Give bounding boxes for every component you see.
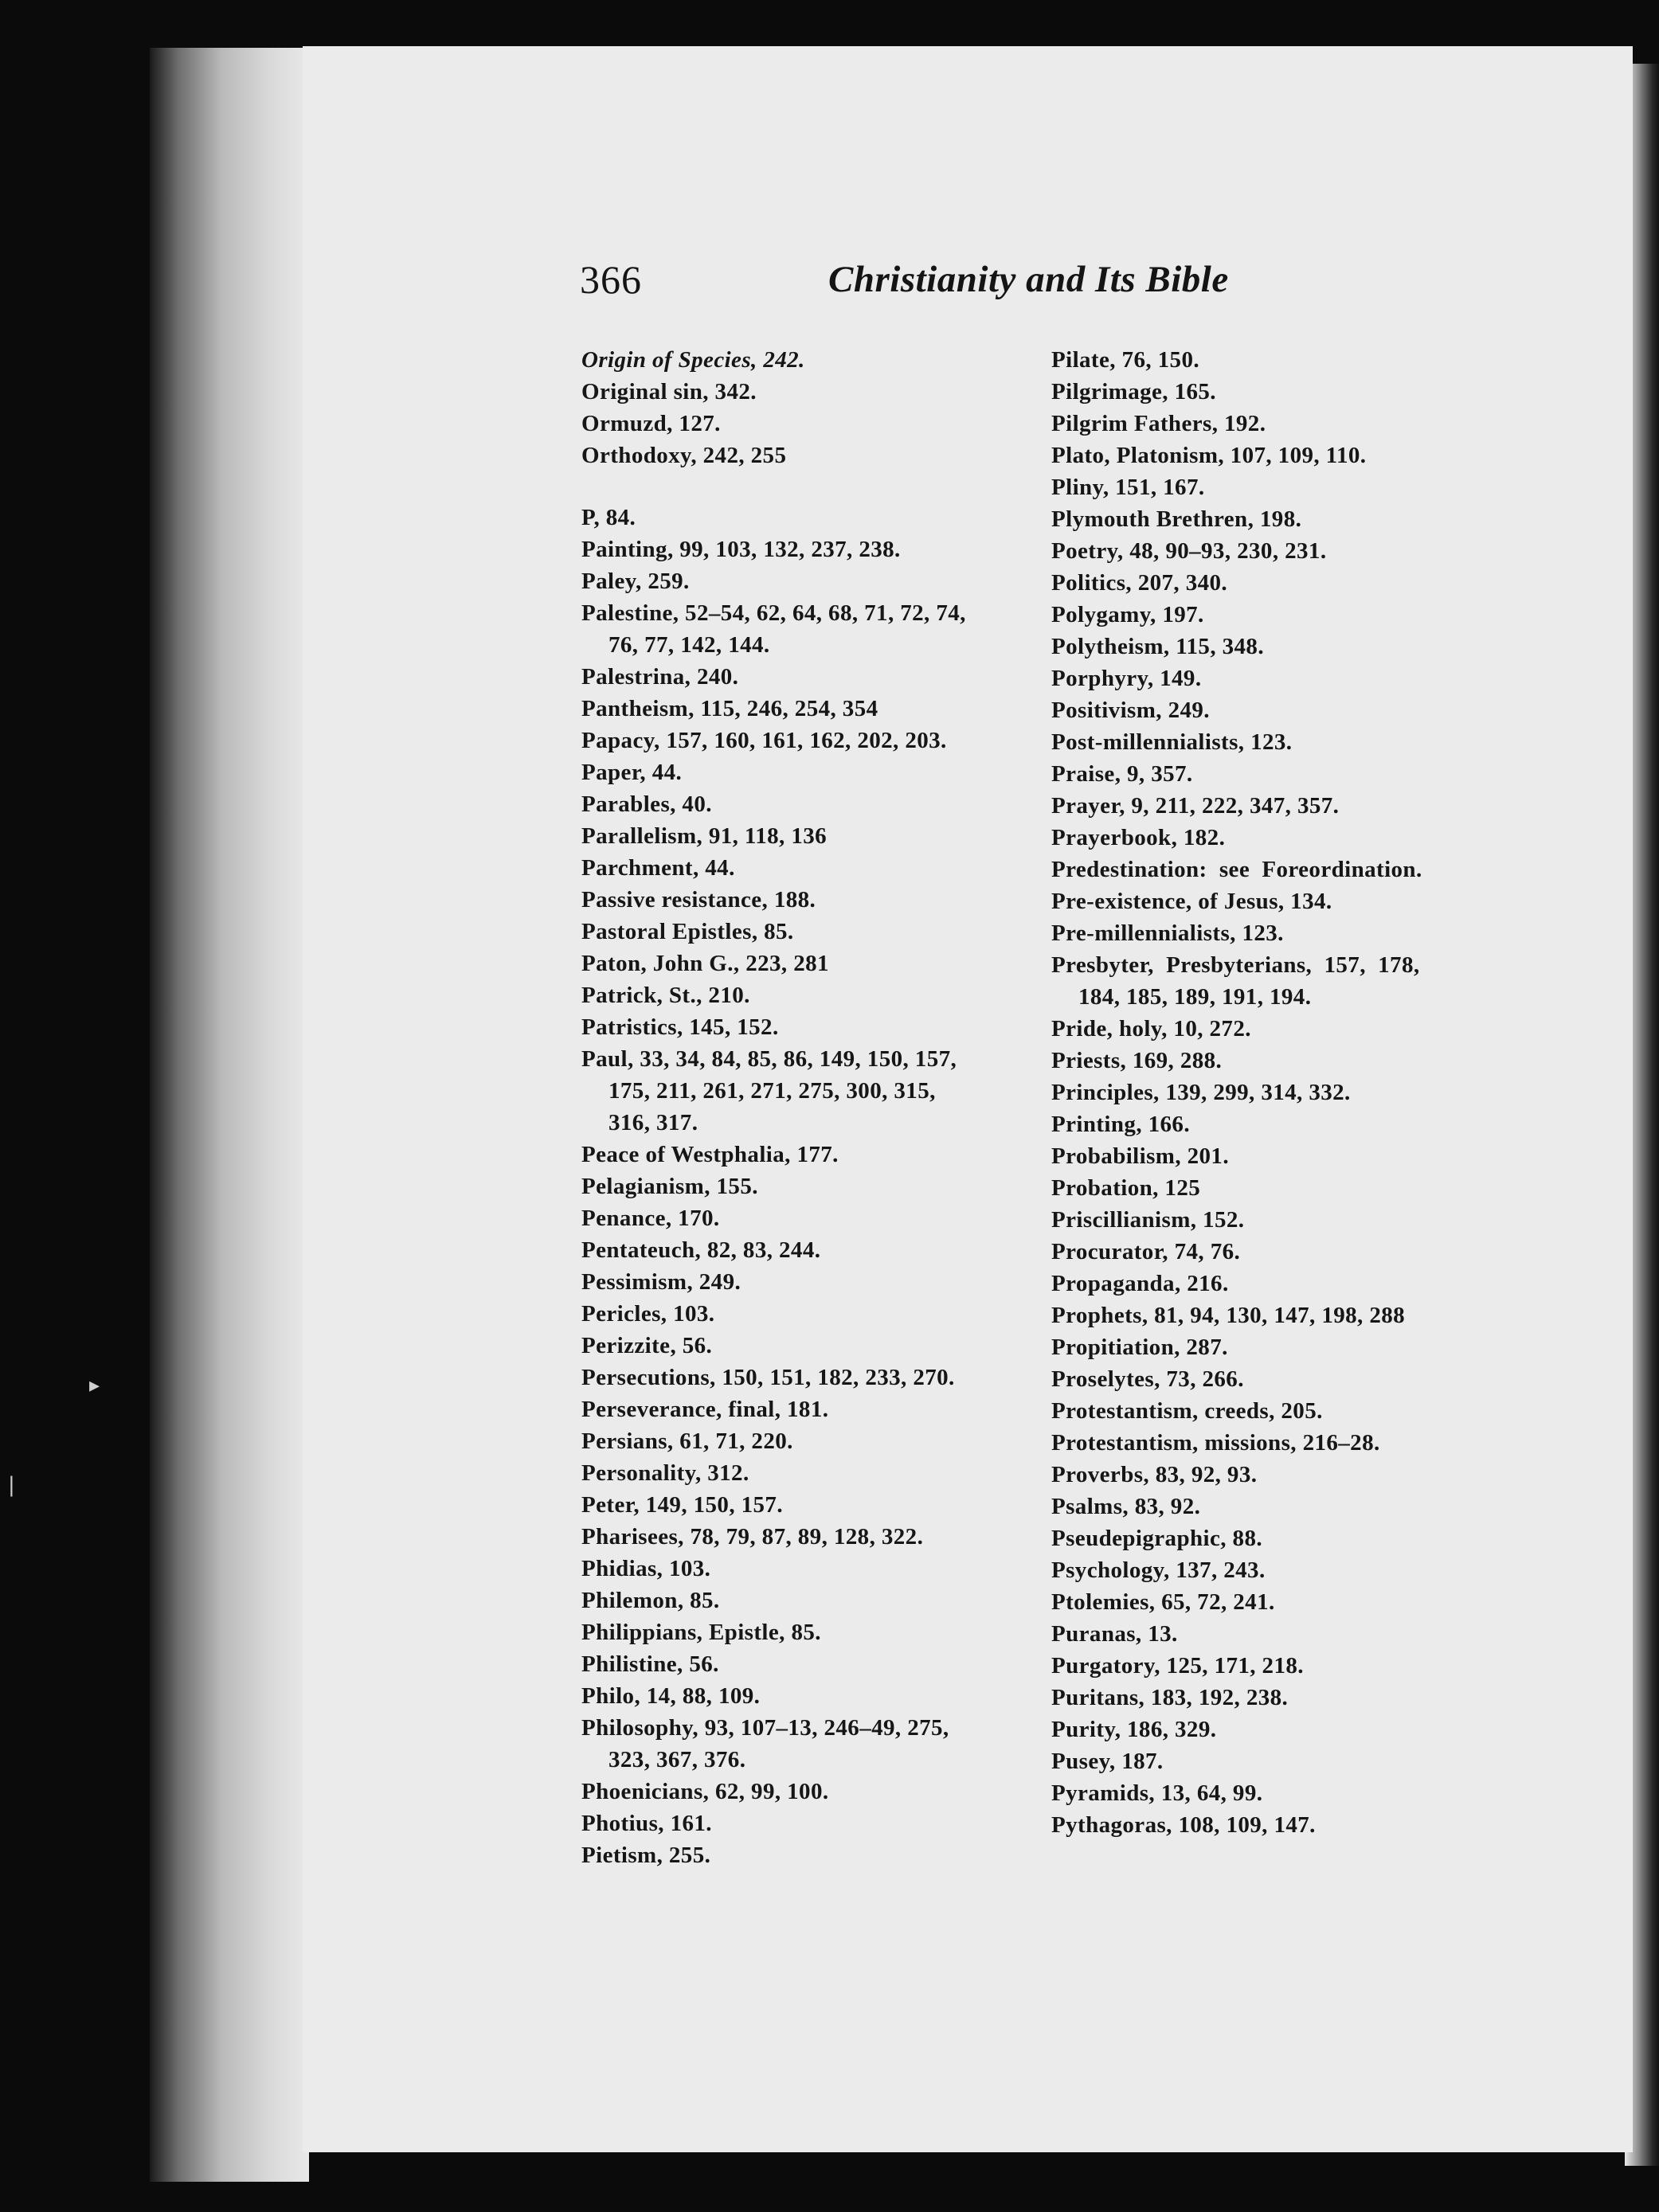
index-entry-text: Polygamy, 197.	[1051, 602, 1204, 627]
index-entry-text: Papacy, 157, 160, 161, 162, 202, 203.	[581, 728, 947, 753]
index-entry	[1051, 1522, 1497, 1554]
index-entry	[1051, 1554, 1497, 1586]
index-entry-text: Paul, 33, 34, 84, 85, 86, 149, 150, 157,	[581, 1046, 957, 1072]
index-entry-text: Palestrina, 240.	[581, 664, 739, 690]
index-entry	[581, 1043, 1027, 1139]
index-entry	[581, 408, 1027, 440]
index-entry-text: Philo, 14, 88, 109.	[581, 1683, 761, 1709]
index-entry-text: Perizzite, 56.	[581, 1333, 713, 1358]
index-entry-text: Pride, holy, 10, 272.	[1051, 1016, 1251, 1042]
index-entry-text: Pilgrimage, 165.	[1051, 379, 1216, 404]
index-entry	[1051, 535, 1497, 567]
index-entry-continuation: 76, 77, 142, 144.	[608, 632, 770, 658]
index-entry-text: Philosophy, 93, 107–13, 246–49, 275,	[581, 1715, 949, 1741]
index-entry-text: Purgatory, 125, 171, 218.	[1051, 1653, 1304, 1679]
index-entry-text: Orthodoxy, 242, 255	[581, 443, 787, 468]
index-entry-text: Protestantism, missions, 216–28.	[1051, 1430, 1380, 1456]
index-entry-text: Personality, 312.	[581, 1460, 749, 1486]
index-entry	[1051, 1172, 1497, 1204]
index-entry	[1051, 599, 1497, 631]
index-entry	[1051, 790, 1497, 822]
index-entry-text: Probation, 125	[1051, 1175, 1201, 1201]
index-entry	[1051, 1268, 1497, 1299]
index-entry-text: Psalms, 83, 92.	[1051, 1494, 1201, 1519]
index-entry	[1051, 822, 1497, 854]
index-entry	[581, 661, 1027, 693]
index-entry-text: Pythagoras, 108, 109, 147.	[1051, 1812, 1316, 1838]
index-entry	[1051, 1140, 1497, 1172]
index-entry-text: Propitiation, 287.	[1051, 1335, 1228, 1360]
index-entry	[1051, 408, 1497, 440]
index-entry	[581, 916, 1027, 948]
index-entry-text: Porphyry, 149.	[1051, 666, 1202, 691]
index-entry	[581, 948, 1027, 979]
running-head-title: Christianity and Its Bible	[828, 259, 1229, 300]
index-entry-text: Peter, 149, 150, 157.	[581, 1492, 783, 1518]
index-entry-text: Paley, 259.	[581, 569, 690, 594]
index-letter-gap	[581, 471, 1027, 502]
index-entry	[581, 884, 1027, 916]
index-entry-continuation: 175, 211, 261, 271, 275, 300, 315, 316, 317.	[608, 1078, 936, 1135]
index-entry	[1051, 885, 1497, 917]
index-entry	[581, 597, 1027, 661]
index-entry	[1051, 1586, 1497, 1618]
index-entry-text: Phoenicians, 62, 99, 100.	[581, 1779, 829, 1804]
index-entry	[581, 1680, 1027, 1712]
index-entry	[1051, 1077, 1497, 1108]
index-entry	[581, 1553, 1027, 1585]
index-entry	[581, 820, 1027, 852]
index-entry	[1051, 917, 1497, 949]
index-entry	[581, 565, 1027, 597]
index-entry	[1051, 854, 1497, 885]
index-entry-text: Propaganda, 216.	[1051, 1271, 1229, 1296]
index-entry	[581, 344, 1027, 376]
index-entry-text: Pilate, 76, 150.	[1051, 347, 1200, 373]
index-entry-text: Positivism, 249.	[1051, 698, 1210, 723]
index-entry	[581, 725, 1027, 756]
page-number: 366	[580, 257, 642, 302]
index-entry-text: Peace of Westphalia, 177.	[581, 1142, 839, 1167]
index-entry	[581, 1457, 1027, 1489]
index-entry	[1051, 694, 1497, 726]
index-entry-text: Pseudepigraphic, 88.	[1051, 1526, 1262, 1551]
index-entry-text: Parchment, 44.	[581, 855, 735, 881]
index-entry-text: Psychology, 137, 243.	[1051, 1557, 1266, 1583]
index-entry-text: Priests, 169, 288.	[1051, 1048, 1223, 1073]
index-entry	[1051, 1682, 1497, 1714]
index-entry-text: Passive resistance, 188.	[581, 887, 816, 913]
index-entry-text: Parables, 40.	[581, 791, 712, 817]
index-entry-text: Politics, 207, 340.	[1051, 570, 1228, 596]
index-entry-text: Paton, John G., 223, 281	[581, 951, 829, 976]
index-entry-text: Proverbs, 83, 92, 93.	[1051, 1462, 1258, 1487]
index-entry-text: Persians, 61, 71, 220.	[581, 1428, 793, 1454]
index-entry-text: Puranas, 13.	[1051, 1621, 1178, 1647]
index-entry	[581, 979, 1027, 1011]
index-entry-text: Pietism, 255.	[581, 1843, 711, 1868]
index-entry-text: Pre-millennialists, 123.	[1051, 920, 1284, 946]
index-entry	[581, 1585, 1027, 1616]
index-entry	[1051, 440, 1497, 471]
index-entry	[581, 1362, 1027, 1393]
index-entry-text: Original sin, 342.	[581, 379, 757, 404]
index-entry-text: Plymouth Brethren, 198.	[1051, 506, 1302, 532]
index-entry	[1051, 1236, 1497, 1268]
index-entry-text: Photius, 161.	[581, 1811, 712, 1836]
index-entry-text: Prophets, 81, 94, 130, 147, 198, 288	[1051, 1303, 1406, 1328]
index-entry	[1051, 758, 1497, 790]
index-entry	[581, 852, 1027, 884]
index-column-left	[581, 344, 1027, 1871]
index-entry-text: Persecutions, 150, 151, 182, 233, 270.	[581, 1365, 955, 1390]
index-entry	[581, 502, 1027, 533]
index-entry-text: Pusey, 187.	[1051, 1749, 1164, 1774]
index-entry	[581, 1298, 1027, 1330]
index-entry-continuation: 323, 367, 376.	[608, 1747, 746, 1772]
scan-speck: |	[8, 1473, 15, 1497]
index-entry-text: Polytheism, 115, 348.	[1051, 634, 1264, 659]
index-entry	[1051, 1745, 1497, 1777]
index-entry	[581, 1776, 1027, 1808]
index-entry	[581, 1808, 1027, 1839]
index-entry	[581, 1521, 1027, 1553]
index-column-right	[1051, 344, 1497, 1841]
index-entry	[581, 1139, 1027, 1170]
index-entry-text: Pantheism, 115, 246, 254, 354	[581, 696, 878, 721]
index-entry-text: Prayerbook, 182.	[1051, 825, 1226, 850]
index-entry	[581, 1011, 1027, 1043]
index-entry	[581, 1330, 1027, 1362]
index-entry-text: Pyramids, 13, 64, 99.	[1051, 1780, 1263, 1806]
index-entry	[1051, 344, 1497, 376]
index-entry	[581, 533, 1027, 565]
index-entry-text: Penance, 170.	[581, 1206, 720, 1231]
index-entry-text: Presbyter, Presbyterians, 157, 178,	[1051, 952, 1420, 978]
index-entry	[1051, 1204, 1497, 1236]
index-entry-text: Printing, 166.	[1051, 1112, 1190, 1137]
index-entry-text: Pliny, 151, 167.	[1051, 475, 1205, 500]
index-entry-text: Pericles, 103.	[581, 1301, 715, 1327]
index-entry	[1051, 1363, 1497, 1395]
index-entry	[1051, 1013, 1497, 1045]
index-entry-text: Pilgrim Fathers, 192.	[1051, 411, 1266, 436]
index-entry	[581, 376, 1027, 408]
index-entry	[1051, 1777, 1497, 1809]
index-entry-text: Patrick, St., 210.	[581, 983, 750, 1008]
index-entry-text: Patristics, 145, 152.	[581, 1014, 779, 1040]
index-entry	[1051, 1395, 1497, 1427]
index-entry	[1051, 376, 1497, 408]
index-entry-text: Pessimism, 249.	[581, 1269, 741, 1295]
index-entry	[581, 1839, 1027, 1871]
index-entry	[1051, 1650, 1497, 1682]
index-entry	[581, 1170, 1027, 1202]
index-entry	[1051, 1427, 1497, 1459]
index-entry-text: Procurator, 74, 76.	[1051, 1239, 1241, 1264]
index-entry	[1051, 567, 1497, 599]
index-entry-text: Prayer, 9, 211, 222, 347, 357.	[1051, 793, 1340, 819]
index-entry-text: Painting, 99, 103, 132, 237, 238.	[581, 537, 901, 562]
index-entry-text: Philistine, 56.	[581, 1651, 719, 1677]
index-entry-text: Praise, 9, 357.	[1051, 761, 1193, 787]
index-entry	[1051, 726, 1497, 758]
index-entry-text: Priscillianism, 152.	[1051, 1207, 1245, 1233]
index-entry	[581, 788, 1027, 820]
index-entry	[581, 1489, 1027, 1521]
index-entry-text: Parallelism, 91, 118, 136	[581, 823, 828, 849]
index-entry	[581, 1234, 1027, 1266]
index-entry-text: Ptolemies, 65, 72, 241.	[1051, 1589, 1275, 1615]
index-entry	[1051, 1331, 1497, 1363]
index-entry-text: Philemon, 85.	[581, 1588, 720, 1613]
index-entry-text: Pastoral Epistles, 85.	[581, 919, 794, 944]
index-entry	[581, 1616, 1027, 1648]
index-entry	[1051, 1045, 1497, 1077]
index-entry-text: Principles, 139, 299, 314, 332.	[1051, 1080, 1351, 1105]
index-entry	[581, 1425, 1027, 1457]
index-entry	[581, 693, 1027, 725]
index-entry	[1051, 662, 1497, 694]
index-entry-text: Perseverance, final, 181.	[581, 1397, 829, 1422]
scan-speck: ▸	[89, 1374, 100, 1397]
index-entry-text: Palestine, 52–54, 62, 64, 68, 71, 72, 74,	[581, 600, 966, 626]
index-entry	[581, 756, 1027, 788]
index-entry	[1051, 1618, 1497, 1650]
index-entry-text: Phidias, 103.	[581, 1556, 711, 1581]
index-entry-text: Probabilism, 201.	[1051, 1143, 1229, 1169]
index-entry-text: Predestination: see Foreordination.	[1051, 857, 1422, 882]
index-entry-text: Puritans, 183, 192, 238.	[1051, 1685, 1289, 1710]
index-entry	[1051, 1299, 1497, 1331]
index-entry	[1051, 1714, 1497, 1745]
index-entry-text: Proselytes, 73, 266.	[1051, 1366, 1244, 1392]
index-entry-text: Plato, Platonism, 107, 109, 110.	[1051, 443, 1367, 468]
index-entry	[1051, 1491, 1497, 1522]
index-entry-continuation: 184, 185, 189, 191, 194.	[1078, 984, 1312, 1010]
scan-left-edge	[150, 48, 309, 2182]
index-entry	[581, 1712, 1027, 1776]
index-entry	[581, 1202, 1027, 1234]
index-entry-text: Paper, 44.	[581, 760, 683, 785]
index-entry-text: Poetry, 48, 90–93, 230, 231.	[1051, 538, 1327, 564]
index-entry-text: Pharisees, 78, 79, 87, 89, 128, 322.	[581, 1524, 924, 1550]
index-entry-text: Pentateuch, 82, 83, 244.	[581, 1237, 821, 1263]
index-entry	[1051, 1809, 1497, 1841]
index-entry	[1051, 471, 1497, 503]
index-entry-text: Philippians, Epistle, 85.	[581, 1620, 821, 1645]
index-entry	[1051, 949, 1497, 1013]
index-entry	[1051, 631, 1497, 662]
index-entry-text: Pelagianism, 155.	[581, 1174, 758, 1199]
index-entry	[581, 1648, 1027, 1680]
index-entry-text: Ormuzd, 127.	[581, 411, 721, 436]
index-entry-text: Origin of Species, 242.	[581, 347, 805, 373]
index-entry-text: Protestantism, creeds, 205.	[1051, 1398, 1323, 1424]
index-entry	[581, 1266, 1027, 1298]
index-entry-text: Post-millennialists, 123.	[1051, 729, 1293, 755]
index-entry	[581, 440, 1027, 471]
index-entry	[1051, 1108, 1497, 1140]
index-entry	[1051, 1459, 1497, 1491]
index-entry-text: Pre-existence, of Jesus, 134.	[1051, 889, 1332, 914]
index-entry-text: Purity, 186, 329.	[1051, 1717, 1217, 1742]
index-entry	[1051, 503, 1497, 535]
index-entry	[581, 1393, 1027, 1425]
index-entry-text: P, 84.	[581, 505, 636, 530]
